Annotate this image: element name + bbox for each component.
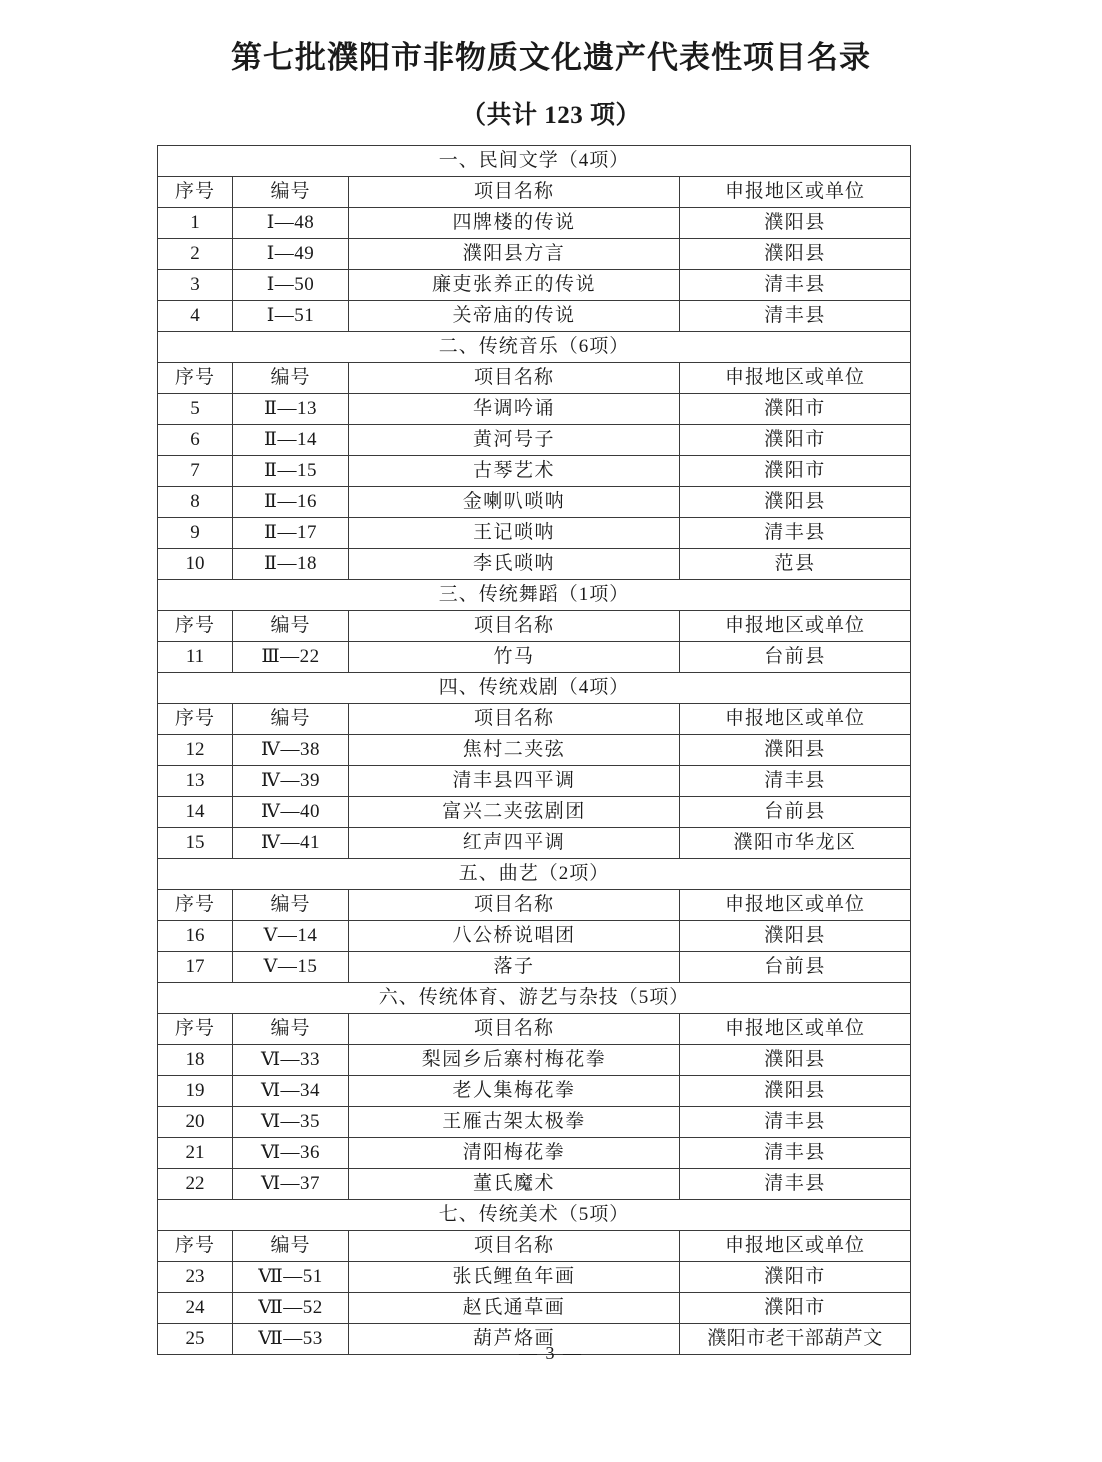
row-code: Ⅵ—35 [233, 1107, 349, 1138]
row-declaring-unit: 台前县 [680, 797, 911, 828]
table-row [158, 394, 911, 425]
section-heading: 四、传统戏剧（4项） [158, 673, 911, 704]
table-row [158, 797, 911, 828]
row-project-name: 焦村二夹弦 [349, 735, 680, 766]
row-seq: 10 [158, 549, 233, 580]
row-seq: 20 [158, 1107, 233, 1138]
listing-table-container [157, 145, 910, 1355]
section-heading-row [158, 673, 911, 704]
row-project-name: 红声四平调 [349, 828, 680, 859]
row-declaring-unit: 清丰县 [680, 1107, 911, 1138]
row-seq: 1 [158, 208, 233, 239]
row-code: Ⅶ—51 [233, 1262, 349, 1293]
row-declaring-unit: 濮阳市老干部葫芦文 [680, 1324, 911, 1355]
column-header-row [158, 177, 911, 208]
row-code: Ⅰ—49 [233, 239, 349, 270]
row-project-name: 赵氏通草画 [349, 1293, 680, 1324]
column-header-row [158, 704, 911, 735]
table-row [158, 518, 911, 549]
column-header-row [158, 1231, 911, 1262]
table-row [158, 952, 911, 983]
row-declaring-unit: 濮阳市 [680, 1293, 911, 1324]
row-declaring-unit: 清丰县 [680, 301, 911, 332]
table-row [158, 1045, 911, 1076]
row-code: Ⅳ—39 [233, 766, 349, 797]
row-project-name: 清丰县四平调 [349, 766, 680, 797]
row-code: Ⅵ—34 [233, 1076, 349, 1107]
row-seq: 18 [158, 1045, 233, 1076]
table-row [158, 549, 911, 580]
table-row [158, 456, 911, 487]
row-declaring-unit: 清丰县 [680, 270, 911, 301]
column-header-row [158, 1014, 911, 1045]
row-seq: 17 [158, 952, 233, 983]
row-code: Ⅱ—14 [233, 425, 349, 456]
row-project-name: 金喇叭唢呐 [349, 487, 680, 518]
row-declaring-unit: 濮阳市华龙区 [680, 828, 911, 859]
row-declaring-unit: 濮阳县 [680, 1045, 911, 1076]
row-declaring-unit: 清丰县 [680, 1169, 911, 1200]
row-project-name: 落子 [349, 952, 680, 983]
row-project-name: 葫芦烙画 [349, 1324, 680, 1355]
table-row [158, 1293, 911, 1324]
row-seq: 16 [158, 921, 233, 952]
column-header-unit: 申报地区或单位 [680, 363, 911, 394]
column-header-row [158, 363, 911, 394]
row-declaring-unit: 范县 [680, 549, 911, 580]
column-header-code: 编号 [233, 704, 349, 735]
column-header-code: 编号 [233, 363, 349, 394]
row-code: Ⅱ—17 [233, 518, 349, 549]
row-project-name: 古琴艺术 [349, 456, 680, 487]
row-seq: 4 [158, 301, 233, 332]
row-declaring-unit: 濮阳市 [680, 425, 911, 456]
row-code: Ⅳ—38 [233, 735, 349, 766]
page-subtitle-total-count: （共计 123 项） [460, 102, 641, 129]
row-seq: 19 [158, 1076, 233, 1107]
row-project-name: 竹马 [349, 642, 680, 673]
row-code: Ⅳ—40 [233, 797, 349, 828]
section-heading-row [158, 146, 911, 177]
row-project-name: 李氏唢呐 [349, 549, 680, 580]
row-project-name: 董氏魔术 [349, 1169, 680, 1200]
column-header-name: 项目名称 [349, 1014, 680, 1045]
row-code: Ⅱ—18 [233, 549, 349, 580]
table-row [158, 208, 911, 239]
table-row [158, 270, 911, 301]
column-header-row [158, 890, 911, 921]
column-header-seq: 序号 [158, 704, 233, 735]
row-declaring-unit: 濮阳县 [680, 239, 911, 270]
section-heading-row [158, 332, 911, 363]
row-seq: 2 [158, 239, 233, 270]
column-header-unit: 申报地区或单位 [680, 1014, 911, 1045]
row-code: Ⅰ—48 [233, 208, 349, 239]
table-row [158, 735, 911, 766]
row-code: Ⅴ—14 [233, 921, 349, 952]
row-declaring-unit: 濮阳县 [680, 1076, 911, 1107]
row-code: Ⅴ—15 [233, 952, 349, 983]
row-code: Ⅶ—53 [233, 1324, 349, 1355]
row-project-name: 王记唢呐 [349, 518, 680, 549]
row-code: Ⅱ—16 [233, 487, 349, 518]
row-declaring-unit: 濮阳市 [680, 456, 911, 487]
row-code: Ⅵ—36 [233, 1138, 349, 1169]
column-header-code: 编号 [233, 1231, 349, 1262]
section-heading-row [158, 859, 911, 890]
row-declaring-unit: 濮阳县 [680, 735, 911, 766]
row-declaring-unit: 濮阳县 [680, 921, 911, 952]
row-seq: 12 [158, 735, 233, 766]
row-project-name: 清阳梅花拳 [349, 1138, 680, 1169]
row-seq: 3 [158, 270, 233, 301]
row-code: Ⅰ—50 [233, 270, 349, 301]
row-code: Ⅳ—41 [233, 828, 349, 859]
column-header-name: 项目名称 [349, 704, 680, 735]
row-code: Ⅶ—52 [233, 1293, 349, 1324]
row-code: Ⅵ—33 [233, 1045, 349, 1076]
row-seq: 6 [158, 425, 233, 456]
row-declaring-unit: 清丰县 [680, 1138, 911, 1169]
column-header-seq: 序号 [158, 1231, 233, 1262]
row-seq: 23 [158, 1262, 233, 1293]
column-header-unit: 申报地区或单位 [680, 177, 911, 208]
table-row [158, 1107, 911, 1138]
row-code: Ⅲ—22 [233, 642, 349, 673]
row-code: Ⅱ—13 [233, 394, 349, 425]
row-project-name: 四牌楼的传说 [349, 208, 680, 239]
row-seq: 7 [158, 456, 233, 487]
row-seq: 22 [158, 1169, 233, 1200]
column-header-code: 编号 [233, 611, 349, 642]
row-project-name: 梨园乡后寨村梅花拳 [349, 1045, 680, 1076]
table-row [158, 921, 911, 952]
column-header-seq: 序号 [158, 363, 233, 394]
row-project-name: 王雁古架太极拳 [349, 1107, 680, 1138]
table-row [158, 301, 911, 332]
column-header-unit: 申报地区或单位 [680, 704, 911, 735]
column-header-seq: 序号 [158, 890, 233, 921]
row-seq: 5 [158, 394, 233, 425]
table-row [158, 1169, 911, 1200]
table-row [158, 1138, 911, 1169]
row-seq: 21 [158, 1138, 233, 1169]
column-header-unit: 申报地区或单位 [680, 890, 911, 921]
heritage-listing-table [157, 145, 911, 1355]
table-row [158, 766, 911, 797]
section-heading: 一、民间文学（4项） [158, 146, 911, 177]
section-heading: 七、传统美术（5项） [158, 1200, 911, 1231]
row-seq: 9 [158, 518, 233, 549]
column-header-unit: 申报地区或单位 [680, 1231, 911, 1262]
row-project-name: 黄河号子 [349, 425, 680, 456]
row-project-name: 关帝庙的传说 [349, 301, 680, 332]
table-row [158, 425, 911, 456]
row-declaring-unit: 清丰县 [680, 518, 911, 549]
column-header-seq: 序号 [158, 611, 233, 642]
table-body [158, 146, 911, 1355]
row-project-name: 八公桥说唱团 [349, 921, 680, 952]
section-heading: 三、传统舞蹈（1项） [158, 580, 911, 611]
row-declaring-unit: 台前县 [680, 642, 911, 673]
row-project-name: 富兴二夹弦剧团 [349, 797, 680, 828]
row-seq: 25 [158, 1324, 233, 1355]
section-heading-row [158, 580, 911, 611]
column-header-name: 项目名称 [349, 177, 680, 208]
column-header-name: 项目名称 [349, 1231, 680, 1262]
row-project-name: 廉吏张养正的传说 [349, 270, 680, 301]
row-declaring-unit: 清丰县 [680, 766, 911, 797]
column-header-code: 编号 [233, 1014, 349, 1045]
row-project-name: 华调吟诵 [349, 394, 680, 425]
column-header-code: 编号 [233, 890, 349, 921]
row-seq: 11 [158, 642, 233, 673]
section-heading: 二、传统音乐（6项） [158, 332, 911, 363]
table-row [158, 239, 911, 270]
row-seq: 24 [158, 1293, 233, 1324]
row-seq: 13 [158, 766, 233, 797]
column-header-unit: 申报地区或单位 [680, 611, 911, 642]
table-row [158, 487, 911, 518]
row-declaring-unit: 台前县 [680, 952, 911, 983]
column-header-name: 项目名称 [349, 363, 680, 394]
row-code: Ⅱ—15 [233, 456, 349, 487]
column-header-row [158, 611, 911, 642]
row-declaring-unit: 濮阳县 [680, 208, 911, 239]
section-heading-row [158, 1200, 911, 1231]
page-number-footer: — 3 — [519, 1343, 583, 1363]
row-project-name: 老人集梅花拳 [349, 1076, 680, 1107]
column-header-name: 项目名称 [349, 611, 680, 642]
table-row [158, 828, 911, 859]
row-seq: 14 [158, 797, 233, 828]
row-declaring-unit: 濮阳市 [680, 1262, 911, 1293]
row-seq: 8 [158, 487, 233, 518]
column-header-name: 项目名称 [349, 890, 680, 921]
table-row [158, 1262, 911, 1293]
page-title: 第七批濮阳市非物质文化遗产代表性项目名录 [231, 40, 871, 75]
section-heading-row [158, 983, 911, 1014]
section-heading: 六、传统体育、游艺与杂技（5项） [158, 983, 911, 1014]
row-project-name: 张氏鲤鱼年画 [349, 1262, 680, 1293]
table-row [158, 1076, 911, 1107]
column-header-seq: 序号 [158, 177, 233, 208]
column-header-code: 编号 [233, 177, 349, 208]
row-declaring-unit: 濮阳市 [680, 394, 911, 425]
row-seq: 15 [158, 828, 233, 859]
row-code: Ⅵ—37 [233, 1169, 349, 1200]
table-row [158, 642, 911, 673]
column-header-seq: 序号 [158, 1014, 233, 1045]
row-project-name: 濮阳县方言 [349, 239, 680, 270]
section-heading: 五、曲艺（2项） [158, 859, 911, 890]
row-code: Ⅰ—51 [233, 301, 349, 332]
row-declaring-unit: 濮阳县 [680, 487, 911, 518]
